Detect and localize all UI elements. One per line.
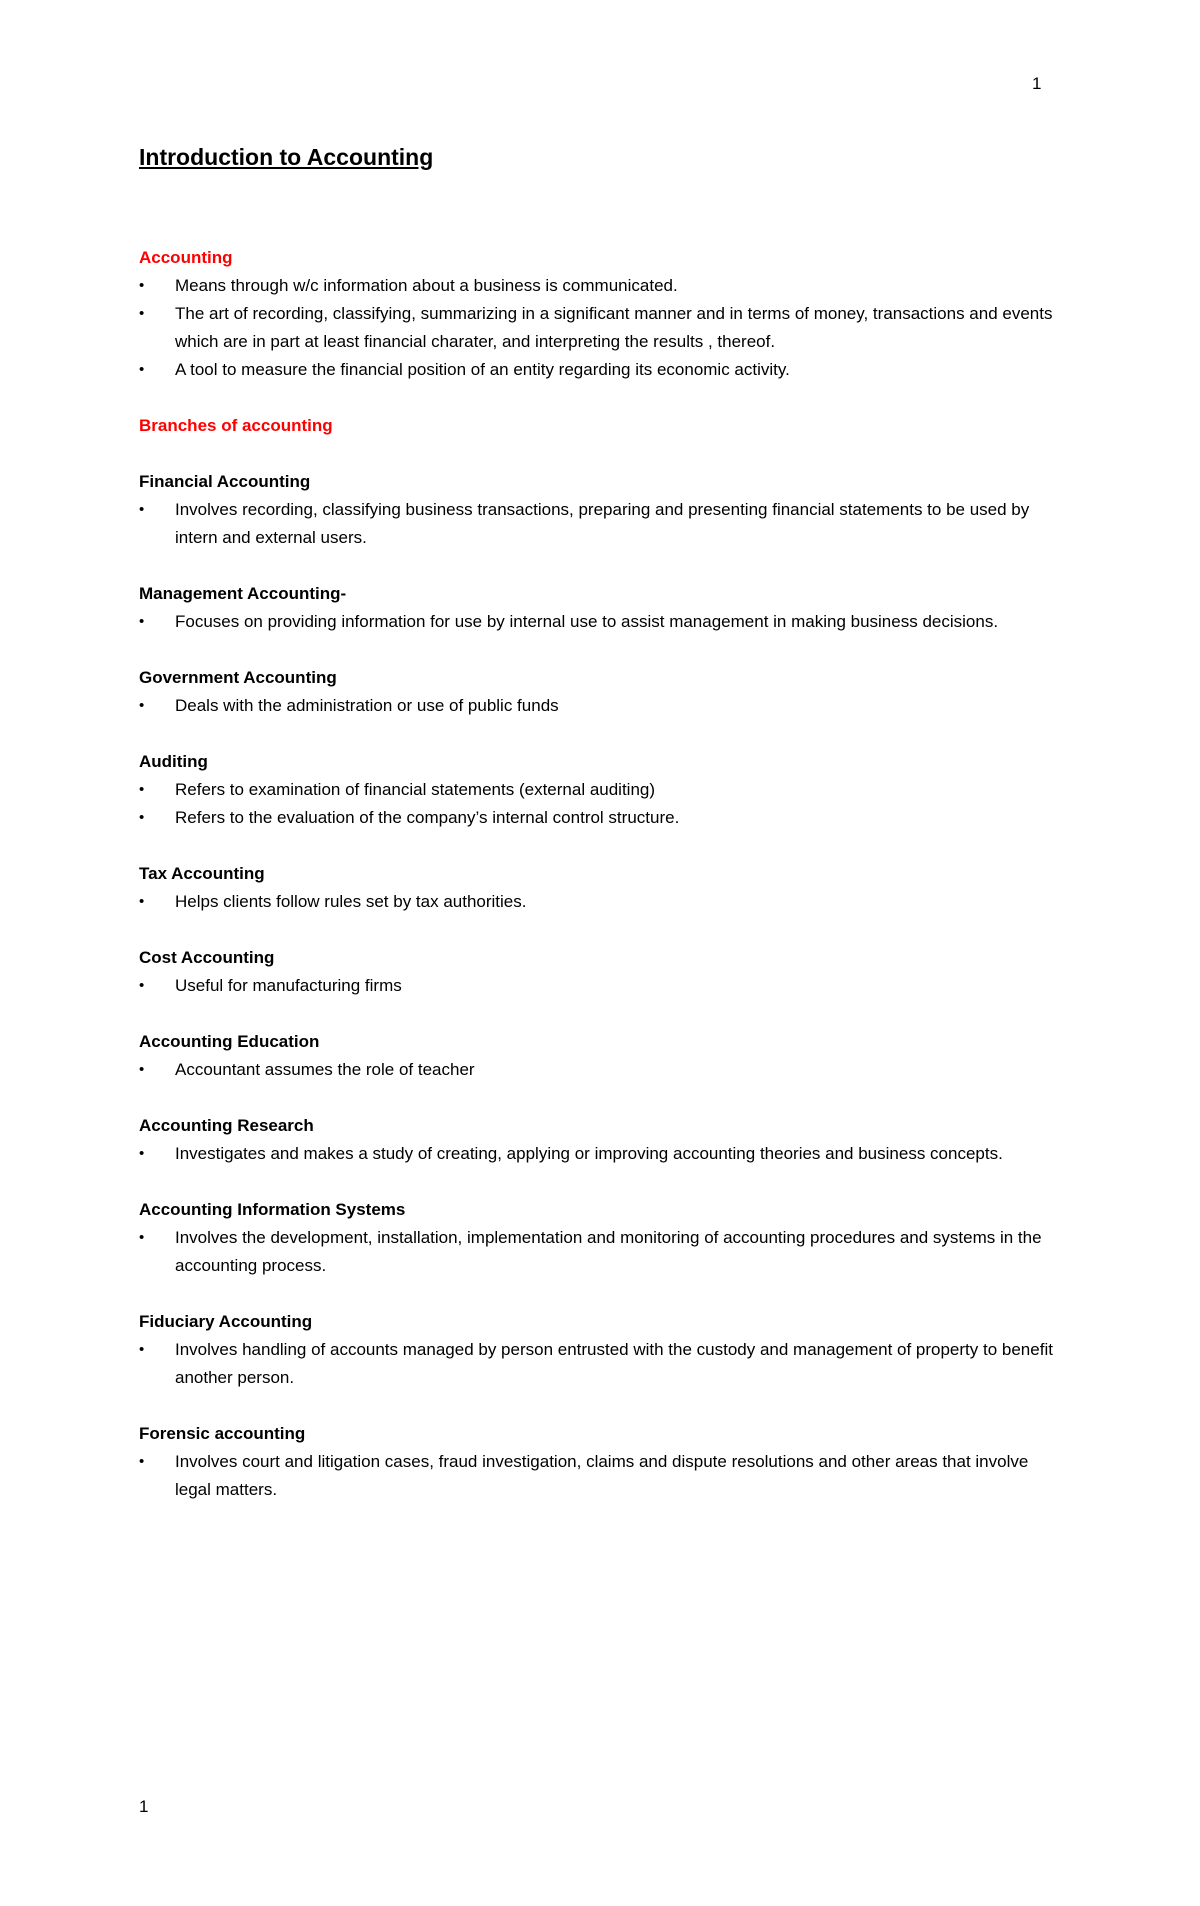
branch-bullet-list [139, 1336, 1059, 1392]
branch-bullet-list [139, 972, 1059, 1000]
branch-bullet-list [139, 888, 1059, 916]
list-item-text: A tool to measure the financial position of an entity regarding its economic activity. [175, 360, 790, 379]
list-item-text: Deals with the administration or use of public funds [175, 696, 559, 715]
document-body [139, 140, 1059, 1532]
branch-bullet-list [139, 496, 1059, 552]
branch-section [139, 1308, 1059, 1392]
bullet-icon: • [139, 1341, 145, 1358]
branches-section [139, 412, 1059, 440]
branch-heading: Auditing [139, 752, 208, 771]
bullet-icon: • [139, 1061, 145, 1078]
branch-bullet-list [139, 776, 1059, 832]
bullet-icon: • [139, 613, 145, 630]
list-item-text: Involves handling of accounts managed by person entrusted with the custody and management of property to benefit another person. [175, 1340, 1053, 1387]
bullet-icon: • [139, 809, 145, 826]
branch-heading: Financial Accounting [139, 472, 311, 491]
list-item-text: Investigates and makes a study of creating, applying or improving accounting theories and business concepts. [175, 1144, 1003, 1163]
bullet-icon: • [139, 1453, 145, 1470]
list-item [139, 1448, 1059, 1504]
branch-section [139, 1420, 1059, 1504]
accounting-heading: Accounting [139, 248, 233, 267]
list-item-text: Involves the development, installation, implementation and monitoring of accounting procedures and systems in the accounting process. [175, 1228, 1042, 1275]
list-item-text: Refers to examination of financial statements (external auditing) [175, 780, 656, 799]
list-item-text: Helps clients follow rules set by tax authorities. [175, 892, 527, 911]
list-item [139, 692, 1059, 720]
list-item-text: The art of recording, classifying, summarizing in a significant manner and in terms of money, transactions and events which are in part at least financial charater, and interpreting the results , thereof. [175, 304, 1053, 351]
branch-heading: Accounting Information Systems [139, 1200, 406, 1219]
branch-heading: Management Accounting- [139, 584, 347, 603]
list-item [139, 888, 1059, 916]
branch-bullet-list [139, 1224, 1059, 1280]
page-number-bottom: 1 [139, 1797, 149, 1816]
branch-section [139, 1196, 1059, 1280]
bullet-icon: • [139, 781, 145, 798]
branch-bullet-list [139, 1448, 1059, 1504]
list-item [139, 776, 1059, 804]
list-item [139, 608, 1059, 636]
branch-heading: Forensic accounting [139, 1424, 306, 1443]
branch-heading: Tax Accounting [139, 864, 265, 883]
bullet-icon: • [139, 893, 145, 910]
bullet-icon: • [139, 305, 145, 322]
list-item [139, 300, 1059, 356]
list-item-text: Accountant assumes the role of teacher [175, 1060, 475, 1079]
branch-bullet-list [139, 1140, 1059, 1168]
accounting-bullet-list [139, 272, 1059, 384]
bullet-icon: • [139, 977, 145, 994]
branch-bullet-list [139, 608, 1059, 636]
branch-section [139, 664, 1059, 720]
list-item [139, 272, 1059, 300]
bullet-icon: • [139, 501, 145, 518]
list-item [139, 1224, 1059, 1280]
list-item-text: Involves court and litigation cases, fraud investigation, claims and dispute resolutions and other areas that involve legal matters. [175, 1452, 1029, 1499]
list-item-text: Focuses on providing information for use by internal use to assist management in making business decisions. [175, 612, 999, 631]
list-item-text: Involves recording, classifying business transactions, preparing and presenting financial statements to be used by intern and external users. [175, 500, 1030, 547]
branch-section [139, 580, 1059, 636]
branch-heading: Fiduciary Accounting [139, 1312, 313, 1331]
bullet-icon: • [139, 277, 145, 294]
branch-bullet-list [139, 692, 1059, 720]
branch-section [139, 944, 1059, 1000]
branch-heading: Cost Accounting [139, 948, 275, 967]
list-item [139, 1336, 1059, 1392]
branch-heading: Accounting Research [139, 1116, 314, 1135]
branch-section [139, 860, 1059, 916]
branch-section [139, 1028, 1059, 1084]
bullet-icon: • [139, 1229, 145, 1246]
branch-heading: Accounting Education [139, 1032, 320, 1051]
list-item [139, 496, 1059, 552]
list-item-text: Means through w/c information about a business is communicated. [175, 276, 678, 295]
list-item [139, 1140, 1059, 1168]
branches-list [139, 468, 1059, 1504]
bullet-icon: • [139, 697, 145, 714]
branch-bullet-list [139, 1056, 1059, 1084]
bullet-icon: • [139, 361, 145, 378]
branch-section [139, 748, 1059, 832]
branch-heading: Government Accounting [139, 668, 337, 687]
bullet-icon: • [139, 1145, 145, 1162]
branch-section [139, 1112, 1059, 1168]
branches-heading: Branches of accounting [139, 416, 333, 435]
page-number-top: 1 [1032, 74, 1042, 93]
branch-section [139, 468, 1059, 552]
list-item [139, 1056, 1059, 1084]
list-item [139, 804, 1059, 832]
list-item [139, 356, 1059, 384]
list-item [139, 972, 1059, 1000]
page-title: Introduction to Accounting [139, 144, 434, 170]
list-item-text: Useful for manufacturing firms [175, 976, 402, 995]
accounting-section [139, 244, 1059, 384]
list-item-text: Refers to the evaluation of the company’s internal control structure. [175, 808, 680, 827]
